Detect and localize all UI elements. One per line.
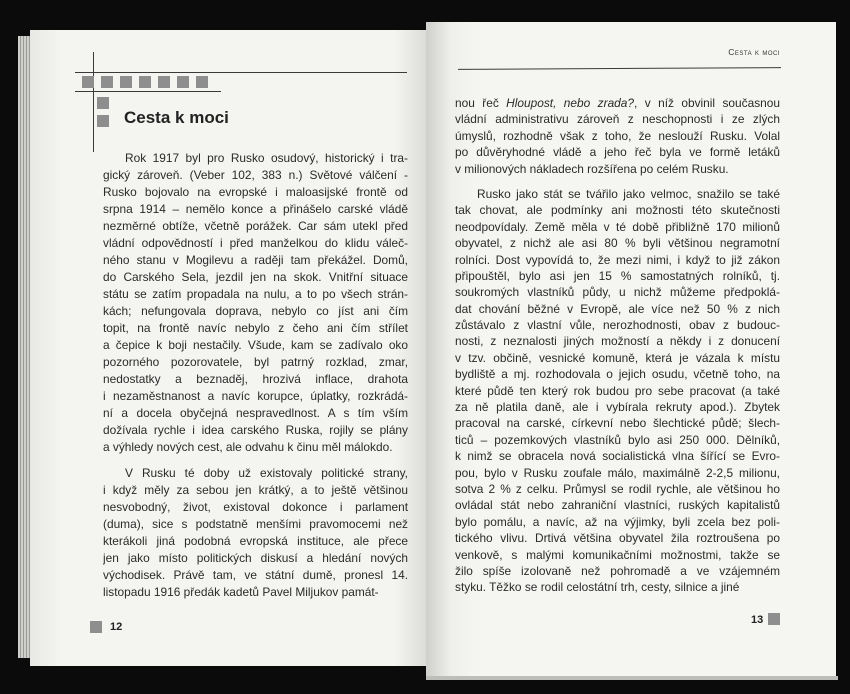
chapter-title: Cesta k moci	[124, 108, 229, 127]
text-line: sotva 2 % z celku. Průmysl se rodil rychle, ale většinou ho	[455, 481, 780, 496]
text-line: Rok 1917 byl pro Rusko osudový, historický i tra-	[125, 151, 408, 165]
text-line: srpna 1914 – nemělo konce a přinášelo carské vládě	[103, 202, 408, 216]
ornament-square	[97, 97, 109, 109]
text-line: které půdě ten který rok budou pro sebe pracovat (a také	[455, 383, 780, 398]
ornament-square	[158, 76, 170, 88]
text-line: kách; nefungovala doprava, nebylo co jíst ani čím	[103, 304, 408, 318]
page-number-marker	[768, 613, 780, 625]
text-line: obyvatel, z nichž ale asi 80 % byli většinou negramotní	[455, 236, 780, 251]
ornament-lower-rule	[75, 91, 221, 92]
ornament-square	[97, 115, 109, 127]
text-line: ní a docela obyčejná nespravedlnost. A s tím vším	[103, 406, 408, 420]
text-segment: , v níž obvinil současnou	[634, 96, 780, 110]
left-page-text	[103, 150, 408, 601]
text-line: ticů – pozemkových vlastníků bylo asi 250 000. Dělníků,	[455, 432, 780, 447]
page-stack-edge	[18, 36, 30, 658]
text-line: k nimž se obracela nová socialistická vlna šířící se Evro-	[455, 449, 780, 464]
text-line: nedostatky a beznaděj, hrozivá inflace, drahota	[103, 372, 408, 386]
text-line: rolníci. Dost vypovídá to, že mezi nimi, i když to již zákon	[455, 252, 780, 267]
ornament-square	[139, 76, 151, 88]
ornament-top-rule	[75, 72, 407, 73]
text-line: ovládal stát nebo zahraniční vlastníci, ruských kapitalistů	[455, 498, 780, 513]
ornament-square	[120, 76, 132, 88]
paragraph-gap	[103, 456, 408, 465]
text-line: i nezaměstnanost a navíc korupce, úplatky, rozkrádá-	[103, 389, 408, 403]
text-line: topit, na frontě navíc nebylo z čeho ani čím střílet	[103, 321, 408, 335]
ornament-square	[101, 76, 113, 88]
text-line: za ně platila daně, ale i vybírala rekruty apod.). Zbytek	[455, 400, 780, 415]
paragraph-gap	[455, 177, 780, 186]
text-line: státu se zatím propadala na nulu, a to po všech strán-	[103, 287, 408, 301]
text-line: Rusko jako stát se tvářilo jako velmoc, snažilo se také	[477, 186, 780, 201]
text-line: venkově, s malými komunikačními možnostmi, takže se	[455, 547, 780, 562]
text-line: úmyslů, rozhodně však z toho, že neslouží Rusku. Volal	[455, 128, 780, 143]
text-line	[455, 95, 780, 111]
text-line: žilo spíše izolovaně než pohromadě a ve vzájemném	[455, 563, 780, 578]
page-number-left: 12	[110, 621, 123, 633]
text-segment: nou řeč	[455, 96, 507, 110]
text-line: tak chovat, ale podmínky ani možnosti této skutečnosti	[455, 203, 780, 218]
right-page-text	[455, 95, 780, 596]
text-line: pou, bylo v Rusku zoufale málo, maximálně 2-2,5 milionu,	[455, 465, 780, 480]
text-line: pozorného pozorovatele, byl patrný rozklad, zmar,	[103, 355, 408, 369]
ornament-vertical-rule	[93, 52, 94, 152]
text-line: nosti, z neznalosti jiných možností a někdy i z donucení	[455, 334, 780, 349]
text-line: po důvěryhodné vládě a jeho řeč byla ve formě letáků	[455, 145, 780, 160]
text-line: jen jako místo politických diskusí a hledání nových	[103, 551, 408, 565]
text-line: v tzv. občině, vesnické komuně, která je vázala k místu	[455, 350, 780, 365]
text-line: v milionových nákladech rozšířena po celém Rusku.	[455, 161, 729, 176]
text-line: dat chování běžné v Evropě, ale více než 50 % z nich	[455, 301, 780, 316]
text-line: soukromých vlastníků půdy, u nichž můžeme předpoklá-	[455, 285, 780, 300]
ornament-square	[82, 76, 94, 88]
text-line: východisek. Právě tam, ve státní dumě, pronesl 14.	[103, 568, 408, 582]
text-line: dožívala rychle i idea carského Ruska, rojily se plány	[103, 423, 408, 437]
ornament-square	[177, 76, 189, 88]
page-stack-edge-bottom	[426, 676, 838, 680]
text-line: V Rusku té doby už existovaly politické strany,	[125, 466, 408, 480]
text-line: připouštěl, bylo asi jen 15 % samostatných rolníků, tj.	[455, 268, 780, 283]
text-line: bydliště a mj. rozhodovala o jejich osudu, včetně toho, na	[455, 367, 780, 382]
text-line: vládní odpovědností i před manželkou do klidu váleč-	[103, 236, 408, 250]
text-line: do Carského Sela, jezdil jen na skok. Vnitřní situace	[103, 270, 408, 284]
text-line: a výhledy nových cest, ale odvahu k činu měl málokdo.	[103, 440, 393, 454]
text-line: i když měly za sebou jen krátký, a to ještě většinou	[103, 483, 408, 497]
text-line: zůstávalo z vlastní vůle, nerozhodnosti, obav z budouc-	[455, 318, 780, 333]
text-line: tického vlivu. Drtivá většina obyvatel žila roztroušena po	[455, 531, 780, 546]
text-line: styku. Těžko se rodil celostátní trh, cesty, silnice a jiné	[455, 580, 740, 595]
text-line: vládní administrativu zároveň z neschopnosti i ze zlých	[455, 112, 780, 127]
text-line: ného stanu v Mogilevu a raději tam překážel. Domů,	[103, 253, 408, 267]
text-line: neodpovídaly. Země měla v té době přibližně 170 milionů	[455, 219, 780, 234]
text-line: Rusko bojovalo na evropské i maloasijské frontě od	[103, 185, 408, 199]
text-line: gický zároveň. (Veber 102, 383 n.) Světové válčení -	[103, 168, 408, 182]
text-line: nesvobodný, život, existoval dokonce i parlament	[103, 500, 408, 514]
running-head: Cesta k moci	[728, 47, 780, 57]
text-line: pracoval na carské, církevní nebo šlechtické půdě; šlech-	[455, 416, 780, 431]
ornament-square	[196, 76, 208, 88]
text-line: bylo pomálu, a navíc, až na výjimky, byli zcela bez poli-	[455, 514, 780, 529]
text-line: a čepice k boji nestačily. Všude, kam se zadívalo oko	[103, 338, 408, 352]
text-line: listopadu 1916 předák kadetů Pavel Miljukov památ-	[103, 585, 379, 599]
text-line: nezměrné obtíže, včetně porážek. Car sám utekl před	[103, 219, 408, 233]
speech-title-italic: Hloupost, nebo zrada?	[506, 96, 635, 110]
page-number-marker	[90, 621, 102, 633]
text-line: kterákoli jiná podobná evropská instituce, ale přece	[103, 534, 408, 548]
text-line: (duma), sice s podstatně menšími pravomocemi než	[103, 517, 408, 531]
page-number-right: 13	[751, 614, 764, 626]
